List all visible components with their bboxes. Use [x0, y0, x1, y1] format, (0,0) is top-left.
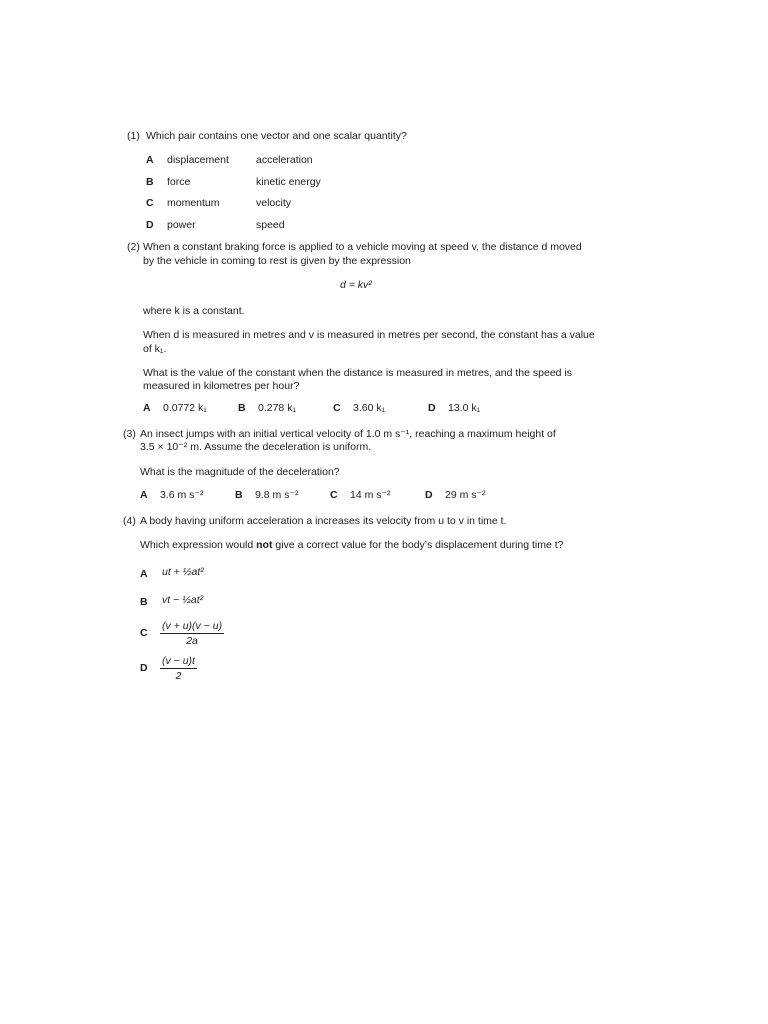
q2-option-c-letter: C [333, 402, 341, 414]
q4-option-a-expr: ut + ½at² [162, 566, 204, 578]
q4-option-c-letter: C [140, 627, 148, 639]
q2-intro-line2: by the vehicle in coming to rest is given by the expression [143, 255, 411, 267]
q2-where: where k is a constant. [143, 305, 245, 317]
q3-option-d-value: 29 m s⁻² [445, 489, 486, 501]
q1-option-b-first: force [167, 176, 191, 188]
q4-number: (4) [123, 515, 136, 527]
q1-option-c-first: momentum [167, 197, 220, 209]
q2-option-a-value: 0.0772 k₁ [163, 402, 207, 414]
q1-option-a-first: displacement [167, 154, 229, 166]
q3-option-c-letter: C [330, 489, 338, 501]
q4-ask-post: give a correct value for the body’s displacement during time t? [272, 539, 564, 551]
q2-ask-line2: measured in kilometres per hour? [143, 380, 300, 392]
q2-equation: d = kv² [340, 279, 372, 291]
q4-option-d-numerator: (v − u)t [162, 655, 195, 667]
q4-option-c-numerator: (v + u)(v − u) [162, 620, 223, 632]
q4-option-c-denominator: 2a [186, 635, 198, 647]
q2-option-d-letter: D [428, 402, 436, 414]
q4-option-d-fraction [160, 655, 197, 682]
q4-option-b-expr: vt − ½at² [162, 594, 204, 606]
q1-option-c-second: velocity [256, 197, 292, 209]
q1-option-b-second: kinetic energy [256, 176, 321, 188]
q3-line1: An insect jumps with an initial vertical velocity of 1.0 m s⁻¹, reaching a maximum height of [140, 428, 556, 440]
q1-number: (1) [127, 130, 140, 142]
q2-option-d-value: 13.0 k₁ [448, 402, 481, 414]
q1-option-d-letter: D [146, 219, 154, 231]
q3-option-c-value: 14 m s⁻² [350, 489, 391, 501]
q1-option-a-letter: A [146, 154, 154, 166]
q4-ask [140, 539, 564, 552]
q4-line1: A body having uniform acceleration a increases its velocity from u to v in time t. [140, 515, 507, 527]
q2-option-b-value: 0.278 k₁ [258, 402, 296, 414]
q3-option-b-letter: B [235, 489, 243, 501]
q2-units-line2: of k₁. [143, 343, 167, 355]
q3-option-a-letter: A [140, 489, 148, 501]
q2-intro-line1: When a constant braking force is applied to a vehicle moving at speed v, the distance d moved [143, 241, 582, 253]
q3-line2: 3.5 × 10⁻² m. Assume the deceleration is uniform. [140, 441, 372, 453]
q1-option-a-second: acceleration [256, 154, 313, 166]
q1-option-b-letter: B [146, 176, 154, 188]
q2-option-a-letter: A [143, 402, 151, 414]
q2-option-c-value: 3.60 k₁ [353, 402, 386, 414]
q1-question: Which pair contains one vector and one scalar quantity? [146, 130, 407, 142]
q4-ask-bold: not [256, 539, 273, 551]
q1-option-c-letter: C [146, 197, 154, 209]
q3-option-d-letter: D [425, 489, 433, 501]
q2-ask-line1: What is the value of the constant when the distance is measured in metres, and the speed is [143, 367, 572, 379]
q1-option-d-first: power [167, 219, 196, 231]
q3-number: (3) [123, 428, 136, 440]
q4-ask-pre: Which expression would [140, 539, 257, 551]
q4-option-b-letter: B [140, 596, 148, 608]
q3-option-b-value: 9.8 m s⁻² [255, 489, 299, 501]
q1-option-d-second: speed [256, 219, 285, 231]
q3-ask: What is the magnitude of the deceleration? [140, 466, 340, 478]
q2-units-line1: When d is measured in metres and v is measured in metres per second, the constant has a value [143, 329, 595, 341]
q4-option-c-fraction [160, 620, 224, 647]
q3-option-a-value: 3.6 m s⁻² [160, 489, 204, 501]
q4-option-d-letter: D [140, 662, 148, 674]
q2-option-b-letter: B [238, 402, 246, 414]
q4-option-d-denominator: 2 [175, 670, 182, 682]
q2-number: (2) [127, 241, 140, 253]
q4-option-a-letter: A [140, 568, 148, 580]
